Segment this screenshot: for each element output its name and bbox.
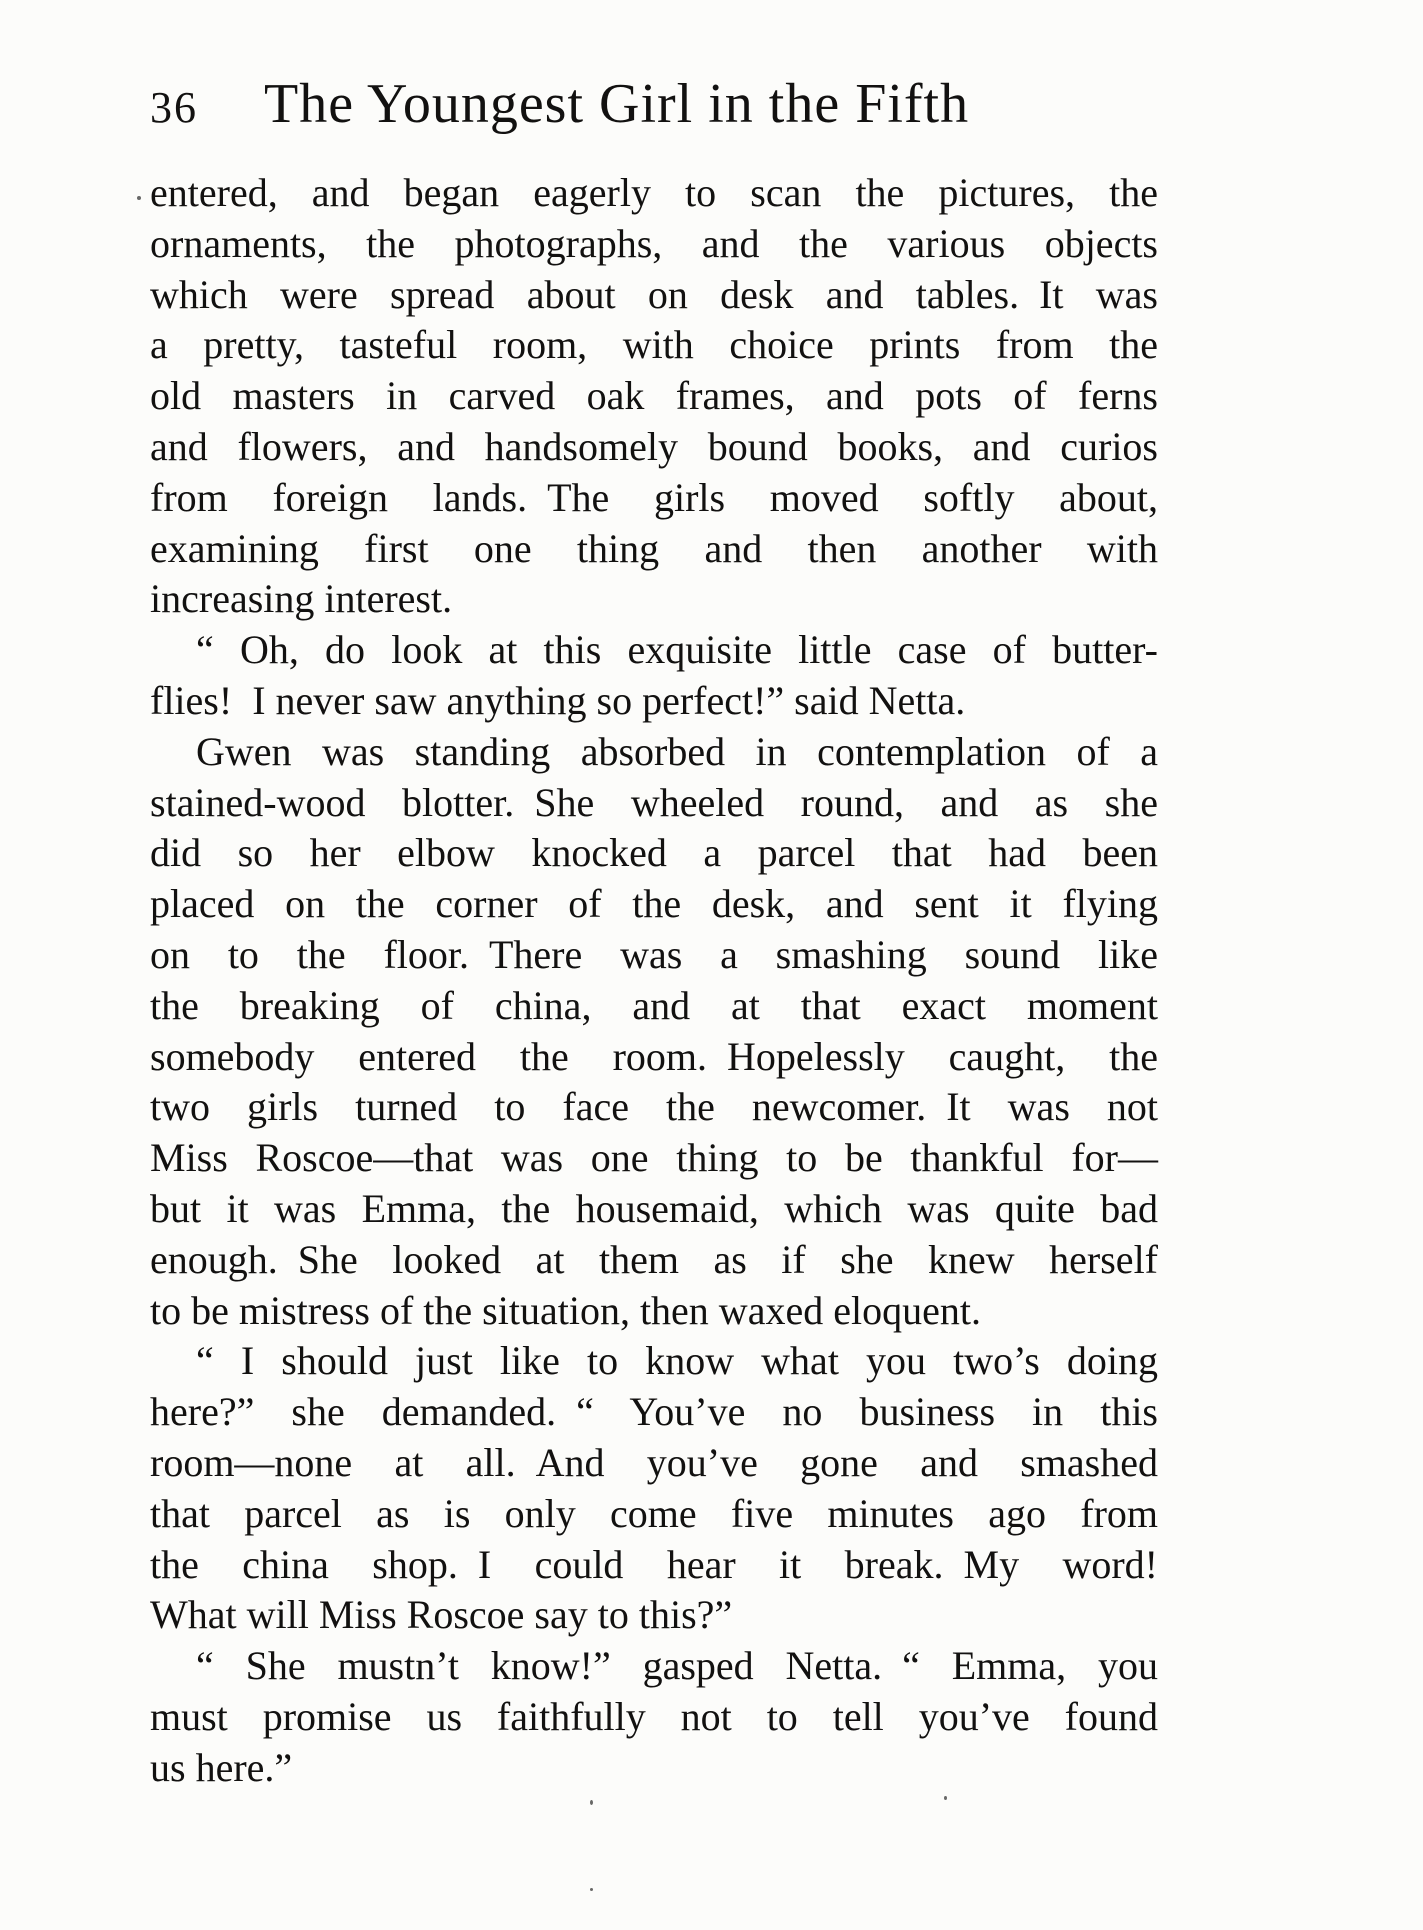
text-line: flies! I never saw anything so perfect!” said Netta. bbox=[150, 677, 966, 723]
text-line: Miss Roscoe—that was one thing to be thankful for— bbox=[150, 1135, 1158, 1181]
text-line: to be mistress of the situation, then waxed eloquent. bbox=[150, 1287, 981, 1333]
text-line: examining first one thing and then another with bbox=[150, 525, 1158, 571]
scan-speckle bbox=[944, 1796, 947, 1800]
text-line: ornaments, the photographs, and the various objects bbox=[150, 220, 1158, 266]
text-line: entered, and began eagerly to scan the pictures, the bbox=[150, 170, 1158, 215]
text-line: “ Oh, do look at this exquisite little case of butter- bbox=[196, 627, 1158, 673]
text-line: “ She mustn’t know!” gasped Netta. “ Emma, you bbox=[196, 1643, 1158, 1689]
text-line: room—none at all. And you’ve gone and smashed bbox=[150, 1439, 1158, 1485]
text-line: placed on the corner of the desk, and sent it flying bbox=[150, 881, 1158, 927]
text-line: on to the floor. There was a smashing sound like bbox=[150, 931, 1158, 977]
text-line: did so her elbow knocked a parcel that had been bbox=[150, 830, 1158, 876]
text-line: increasing interest. bbox=[150, 576, 453, 622]
scan-speckle bbox=[590, 1888, 593, 1891]
text-line: here?” she demanded. “ You’ve no business in this bbox=[150, 1389, 1158, 1435]
text-line: two girls turned to face the newcomer. It was not bbox=[150, 1084, 1158, 1130]
running-title: The Youngest Girl in the Fifth bbox=[264, 73, 970, 135]
text-line: and flowers, and handsomely bound books, and curios bbox=[150, 423, 1158, 469]
text-line: Gwen was standing absorbed in contemplation of a bbox=[196, 728, 1158, 774]
text-line: stained-wood blotter. She wheeled round, and as she bbox=[150, 779, 1158, 825]
text-line: from foreign lands. The girls moved softly about, bbox=[150, 474, 1158, 520]
scan-speckle bbox=[590, 1800, 593, 1805]
body-text bbox=[150, 168, 1158, 1794]
text-line: which were spread about on desk and tables. It was bbox=[150, 271, 1158, 317]
page-header bbox=[150, 73, 1158, 135]
text-line: us here.” bbox=[150, 1744, 293, 1790]
text-line: the china shop. I could hear it break. My word! bbox=[150, 1541, 1158, 1587]
text-line: must promise us faithfully not to tell you’ve found bbox=[150, 1693, 1158, 1739]
text-line: a pretty, tasteful room, with choice prints from the bbox=[150, 322, 1158, 368]
text-line: but it was Emma, the housemaid, which was quite bad bbox=[150, 1185, 1158, 1231]
scan-speckle bbox=[137, 196, 141, 200]
page-number: 36 bbox=[150, 83, 198, 132]
text-line: that parcel as is only come five minutes ago from bbox=[150, 1490, 1158, 1536]
text-line: the breaking of china, and at that exact moment bbox=[150, 982, 1158, 1028]
text-line: “ I should just like to know what you two’s doing bbox=[196, 1338, 1158, 1384]
text-line: What will Miss Roscoe say to this?” bbox=[150, 1592, 733, 1638]
text-line: old masters in carved oak frames, and pots of ferns bbox=[150, 373, 1158, 419]
text-line: somebody entered the room. Hopelessly caught, the bbox=[150, 1033, 1158, 1079]
text-line: enough. She looked at them as if she knew herself bbox=[150, 1236, 1158, 1282]
